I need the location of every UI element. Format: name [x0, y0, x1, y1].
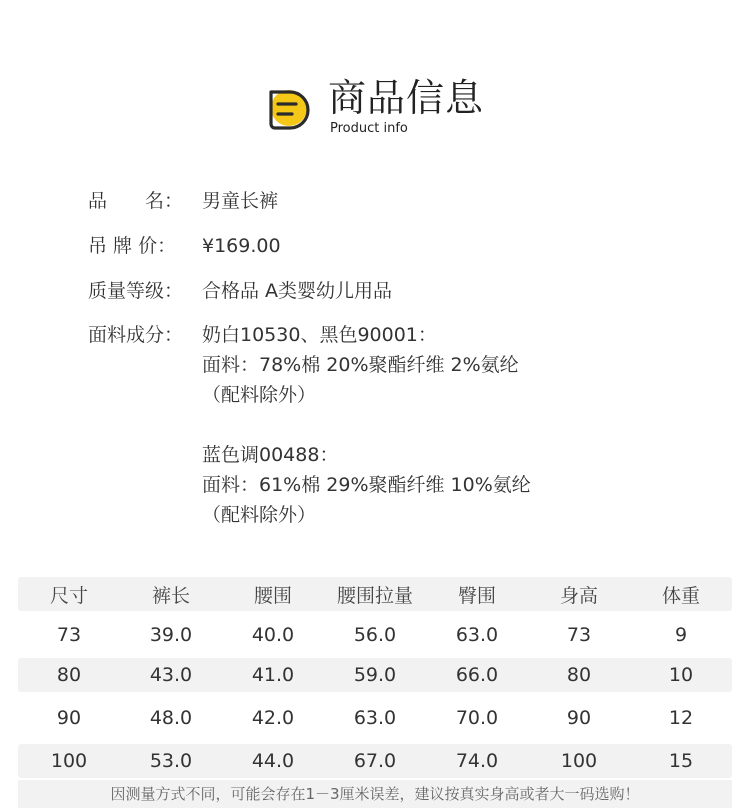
table-cell: 63.0: [455, 624, 499, 646]
name-value: 男童长裤: [202, 190, 279, 212]
table-cell: 56.0: [353, 624, 397, 646]
grade-value: 合格品 A类婴幼儿用品: [202, 280, 393, 302]
table-cell: 48.0: [149, 707, 193, 729]
table-cell: 63.0: [353, 707, 397, 729]
name-label: 品 名：: [88, 190, 184, 212]
table-cell: 66.0: [455, 664, 499, 686]
table-header-row: [18, 577, 732, 611]
fabric-line: 面料：78%棉 20%聚酯纤维 2%氨纶: [202, 354, 519, 376]
table-cell: 90: [56, 707, 82, 729]
fabric-line: 蓝色调00488：: [202, 444, 339, 466]
measurement-note: 因测量方式不同，可能会存在1－3厘米误差，建议按真实身高或者大一码选购！: [18, 780, 732, 808]
fabric-line: （配料除外）: [202, 504, 317, 526]
grade-label: 质量等级：: [88, 280, 184, 302]
table-cell: 80: [566, 664, 592, 686]
table-row: [18, 701, 732, 735]
table-cell: 42.0: [251, 707, 295, 729]
page-subtitle: Product info: [330, 121, 408, 136]
table-row: [18, 618, 732, 652]
table-cell: 80: [56, 664, 82, 686]
fabric-line: 面料：61%棉 29%聚酯纤维 10%氨纶: [202, 474, 531, 496]
table-cell: 90: [566, 707, 592, 729]
table-cell: 43.0: [149, 664, 193, 686]
column-header: 裤长: [151, 584, 190, 607]
table-cell: 53.0: [149, 750, 193, 772]
table-cell: 100: [560, 750, 598, 772]
price-value: ¥169.00: [202, 235, 281, 257]
fabric-line-spacer: [202, 410, 531, 440]
column-header: 臀围: [457, 584, 496, 607]
table-cell: 12: [668, 707, 694, 729]
table-cell: 40.0: [251, 624, 295, 646]
table-cell: 74.0: [455, 750, 499, 772]
table-cell: 59.0: [353, 664, 397, 686]
fabric-line: （配料除外）: [202, 384, 317, 406]
table-cell: 41.0: [251, 664, 295, 686]
column-header: 尺寸: [49, 584, 88, 607]
fabric-line: 奶白10530、黑色90001：: [202, 324, 437, 346]
table-cell: 15: [668, 750, 694, 772]
fabric-label: 面料成分：: [88, 324, 184, 346]
table-cell: 73: [566, 624, 592, 646]
table-cell: 39.0: [149, 624, 193, 646]
column-header: 腰围: [253, 584, 292, 607]
page-title: 商品信息: [328, 76, 485, 120]
document-icon: [262, 84, 312, 134]
fabric-value: [202, 320, 531, 530]
table-cell: 9: [674, 624, 688, 646]
table-cell: 73: [56, 624, 82, 646]
section-header: [262, 72, 522, 136]
table-cell: 70.0: [455, 707, 499, 729]
table-row: [18, 658, 732, 692]
column-header: 腰围拉量: [336, 584, 413, 607]
table-cell: 44.0: [251, 750, 295, 772]
column-header: 身高: [559, 584, 598, 607]
price-label: 吊 牌 价：: [88, 235, 177, 257]
table-cell: 10: [668, 664, 694, 686]
table-row: [18, 744, 732, 778]
table-cell: 67.0: [353, 750, 397, 772]
table-cell: 100: [50, 750, 88, 772]
column-header: 体重: [661, 584, 700, 607]
